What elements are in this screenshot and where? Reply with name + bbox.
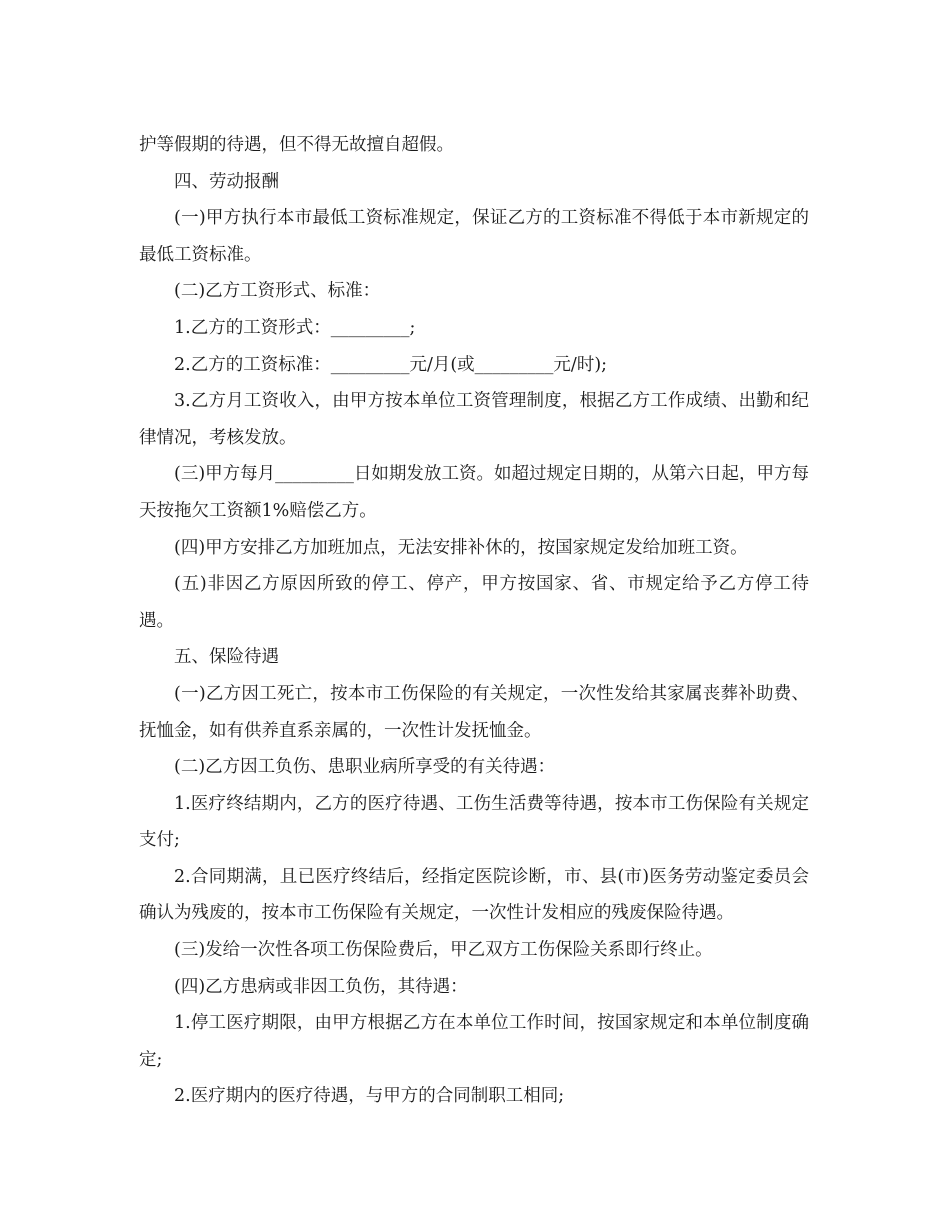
paragraph: (四)甲方安排乙方加班加点，无法安排补休的，按国家规定发给加班工资。	[174, 537, 748, 558]
section-heading: 五、保险待遇	[174, 647, 279, 668]
paragraph: (四)乙方患病或非因工负伤，其待遇：	[174, 976, 468, 997]
document-body	[139, 127, 809, 1115]
paragraph: 护等假期的待遇，但不得无故擅自超假。	[139, 135, 454, 155]
paragraph: 2.乙方的工资标准：_________元/月(或_________元/时);	[174, 354, 608, 375]
paragraph: (二)乙方因工负伤、患职业病所享受的有关待遇：	[174, 757, 556, 778]
paragraph: 1.停工医疗期限，由甲方根据乙方在本单位工作时间，按国家规定和本单位制度确定;	[139, 1013, 809, 1070]
paragraph: 2.医疗期内的医疗待遇，与甲方的合同制职工相同;	[174, 1086, 565, 1107]
paragraph: 3.乙方月工资收入，由甲方按本单位工资管理制度，根据乙方工作成绩、出勤和纪律情况，考核发放。	[139, 391, 809, 448]
paragraph: (一)乙方因工死亡，按本市工伤保险的有关规定，一次性发给其家属丧葬补助费、抚恤金，如有供养直系亲属的，一次性计发抚恤金。	[139, 683, 809, 741]
paragraph: 1.医疗终结期内，乙方的医疗待遇、工伤生活费等待遇，按本市工伤保险有关规定支付;	[139, 793, 809, 851]
paragraph: 1.乙方的工资形式：_________;	[174, 317, 416, 338]
paragraph: 2.合同期满，且已医疗终结后，经指定医院诊断，市、县(市)医务劳动鉴定委员会确认为残废的，按本市工伤保险有关规定，一次性计发相应的残废保险待遇。	[139, 866, 809, 924]
paragraph: (五)非因乙方原因所致的停工、停产，甲方按国家、省、市规定给予乙方停工待遇。	[139, 574, 809, 631]
paragraph: (一)甲方执行本市最低工资标准规定，保证乙方的工资标准不得低于本市新规定的最低工资标准。	[139, 208, 809, 265]
paragraph: (三)发给一次性各项工伤保险费后，甲乙双方工伤保险关系即行终止。	[174, 940, 713, 961]
paragraph: (二)乙方工资形式、标准：	[174, 281, 381, 302]
paragraph: (三)甲方每月_________日如期发放工资。如超过规定日期的，从第六日起，甲方每天按拖欠工资额1%赔偿乙方。	[139, 464, 809, 521]
section-heading: 四、劳动报酬	[174, 171, 279, 192]
